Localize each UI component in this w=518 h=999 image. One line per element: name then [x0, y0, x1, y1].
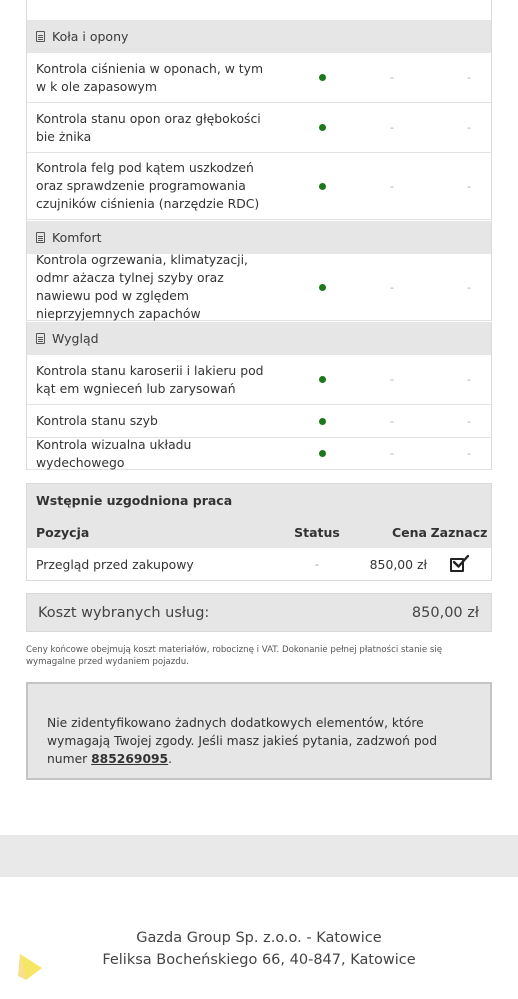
green-dot-icon	[319, 376, 326, 383]
row-label: Kontrola felg pod kątem uszkodzeń oraz sprawdzenie programowania czujników ciśnienia (narzędzie RDC)	[36, 160, 260, 211]
item-status: -	[315, 557, 319, 571]
green-dot-icon	[319, 183, 326, 190]
document-icon	[36, 333, 45, 344]
info-text-end: .	[168, 752, 173, 766]
agreed-work-header-row	[27, 516, 491, 548]
cell-dash: -	[390, 179, 394, 193]
section-header-appearance	[27, 322, 491, 355]
status-ok-indicator	[267, 284, 377, 291]
status-ok-indicator	[267, 418, 377, 425]
status-ok-indicator	[267, 124, 377, 131]
dealer-footer	[0, 928, 518, 971]
status-ok-indicator	[267, 376, 377, 383]
table-top-edge	[26, 0, 492, 20]
total-cost-bar	[26, 593, 492, 632]
status-ok-indicator	[267, 450, 377, 457]
table-row	[27, 548, 491, 580]
green-dot-icon	[319, 124, 326, 131]
green-dot-icon	[319, 284, 326, 291]
green-dot-icon	[319, 450, 326, 457]
row-label: Kontrola stanu opon oraz głębokości bie żnika	[36, 110, 261, 144]
watermark-logo-icon	[14, 950, 48, 990]
section-header-comfort	[27, 221, 491, 254]
row-label: Kontrola ogrzewania, klimatyzacji, odmr ażacza tylnej szyby oraz nawiewu pod w zględem nieprzyjemnych zapachów	[36, 252, 248, 321]
dealer-name: Gazda Group Sp. z.o.o. - Katowice	[136, 930, 382, 946]
document-icon	[36, 232, 45, 243]
item-select-cell	[427, 556, 491, 572]
row-label: Kontrola ciśnienia w oponach, w tym w k ole zapasowym	[36, 60, 264, 94]
row-label: Kontrola stanu karoserii i lakieru pod kąt em wgnieceń lub zarysowań	[36, 362, 264, 396]
checkmark-icon	[451, 554, 470, 570]
cell-dash: -	[467, 280, 471, 294]
column-header-status: Status	[294, 524, 340, 540]
table-row	[27, 53, 491, 103]
cell-dash: -	[390, 447, 394, 460]
cell-dash: -	[390, 280, 394, 294]
item-checkbox[interactable]	[450, 556, 468, 572]
inspection-table-appearance	[26, 322, 492, 470]
section-title: Koła i opony	[52, 29, 129, 44]
cell-dash: -	[467, 121, 471, 134]
inspection-table-wheels	[26, 20, 492, 220]
section-title: Komfort	[52, 230, 102, 245]
info-text: Nie zidentyfikowano żadnych dodatkowych elementów, które wymagają Twojej zgody. Jeśli masz jakieś pytania, zadzwoń pod numer	[47, 716, 438, 766]
cell-dash: -	[467, 179, 471, 193]
column-header-select: Zaznacz	[430, 524, 488, 540]
table-row	[27, 254, 491, 321]
section-header-wheels	[27, 20, 491, 53]
table-row	[27, 405, 491, 438]
column-header-position: Pozycja	[36, 524, 90, 540]
cell-dash: -	[467, 373, 471, 386]
green-dot-icon	[319, 74, 326, 81]
agreed-work-table	[26, 483, 492, 581]
row-label: Kontrola stanu szyb	[36, 413, 158, 428]
table-row	[27, 355, 491, 405]
column-header-price: Cena	[392, 524, 427, 540]
status-ok-indicator	[267, 183, 377, 190]
footer-separator-band	[0, 835, 518, 877]
dealer-address: Feliksa Bocheńskiego 66, 40-847, Katowice	[102, 951, 416, 968]
cell-dash: -	[390, 71, 394, 84]
total-cost-value: 850,00 zł	[411, 604, 479, 621]
green-dot-icon	[319, 418, 326, 425]
info-box	[26, 682, 492, 780]
table-row	[27, 438, 491, 470]
cell-dash: -	[390, 373, 394, 386]
document-icon	[36, 31, 45, 42]
cell-dash: -	[467, 71, 471, 84]
total-cost-label: Koszt wybranych usług:	[38, 604, 210, 621]
cell-dash: -	[467, 447, 471, 460]
cell-dash: -	[390, 414, 394, 428]
item-price: 850,00 zł	[369, 556, 427, 572]
section-title: Wygląd	[52, 331, 99, 346]
table-row	[27, 153, 491, 220]
row-label: Kontrola wizualna układu wydechowego	[36, 436, 192, 470]
cell-dash: -	[390, 121, 394, 134]
price-note: Ceny końcowe obejmują koszt materiałów, robociznę i VAT. Dokonanie pełnej płatności stanie się wymagalne przed wydaniem pojazdu.	[26, 645, 443, 667]
phone-link[interactable]: 885269095	[91, 752, 169, 766]
cell-dash: -	[467, 414, 471, 428]
item-position: Przegląd przed zakupowy	[36, 556, 194, 572]
status-ok-indicator	[267, 74, 377, 81]
table-row	[27, 103, 491, 153]
agreed-work-title: Wstępnie uzgodniona praca	[27, 484, 491, 516]
inspection-table-comfort	[26, 221, 492, 321]
